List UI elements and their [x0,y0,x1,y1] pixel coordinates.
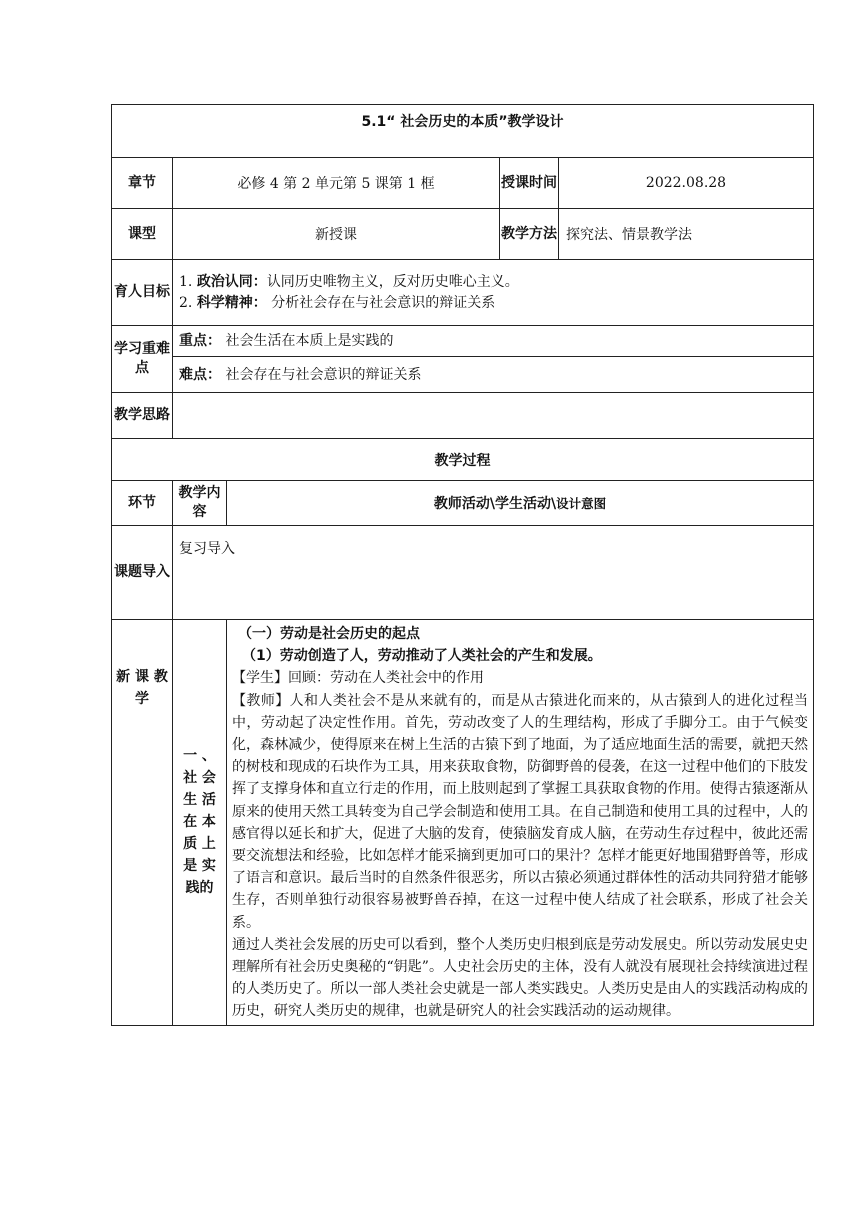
method-label: 教学方法 [500,209,559,260]
lesson-plan-table [111,104,814,1026]
new-lesson-activity [227,620,814,1026]
chapter-value: 必修 4 第 2 单元第 5 课第 1 框 [173,158,500,209]
approach-row [112,393,814,439]
goals-row [112,260,814,326]
approach-value [173,393,814,439]
student-activity: 【学生】回顾：劳动在人类社会中的作用 [232,670,484,687]
section-heading: （一）劳动是社会历史的起点 [238,626,420,642]
document-title: 5.1“ 社会历史的本质”教学设计 [112,105,814,158]
approach-label: 教学思路 [112,393,173,439]
type-row [112,209,814,260]
activity-header: 教师活动\学生活动\设计意图 [227,481,814,526]
new-lesson-stage: 新 课 教 学 [112,620,173,1026]
process-title-row [112,439,814,481]
date-label: 授课时间 [500,158,559,209]
chapter-row [112,158,814,209]
intro-row [112,526,814,620]
subsection-heading: （1）劳动创造了人，劳动推动了人类社会的产生和发展。 [242,648,602,665]
goal-item: 2. 科学精神： 分析社会存在与社会意识的辩证关系 [179,294,496,311]
new-lesson-content: 一 、 社 会 生 活 在 本 质 上 是 实 践的 [173,620,227,1026]
type-value: 新授课 [173,209,500,260]
goals-label: 育人目标 [112,260,173,326]
type-label: 课型 [112,209,173,260]
new-lesson-row [112,620,814,1026]
hard-point-row [112,357,814,393]
date-value: 2022.08.28 [559,158,814,209]
teacher-activity: 【教师】人和人类社会不是从来就有的，而是从古猿进化而来的，从古猿到人的进化过程当中，劳动起了决定性作用。首先，劳动改变了人的生理结构，形成了手脚分工。由于气候变化，森林减少，使得原来在树上生活的古猿下到了地面，为了适应地面生活的需要，就把天然的树枝和现成的石块作为工具，用来获取食物，防御野兽的侵袭，在这一过程中他们的下肢发挥了支撑身体和直立行走的作用，而上肢则起到了掌握工具获取食物的作用。使得古猿逐渐从原来的使用天然工具转变为自己学会制造和使用工具。在自己制造和使用工具的过程中，人的感官得以延长和扩大，促进了大脑的发育，使猿脑发育成人脑，在劳动生存过程中，彼此还需要交流想法和经验，比如怎样才能采摘到更加可口的果汁？怎样才能更好地围猎野兽等，形成了语言和意识。最后当时的自然条件很恶劣，所以古猿必须通过群体性的活动共同狩猎才能够生存，否则单独行动很容易被野兽吞掉，在这一过程中使人结成了社会联系，形成了社会关系。 [232,692,809,931]
method-value: 探究法、情景教学法 [559,209,814,260]
intro-content: 复习导入 [173,526,814,620]
intro-stage: 课题导入 [112,526,173,620]
summary-paragraph: 通过人类社会发展的历史可以看到，整个人类历史归根到底是劳动发展史。所以劳动发展史史理解所有社会历史奥秘的“钥匙”。人史社会历史的主体，没有人就没有展现社会持续演进过程的人类历史了。所以一部人类社会史就是一部人类实践史。人类历史是由人的实践活动构成的历史，研究人类历史的规律，也就是研究人的社会实践活动的运动规律。 [232,936,809,1020]
process-title: 教学过程 [112,439,814,481]
key-points-label: 学习重难点 [112,326,173,393]
content-header: 教学内容 [173,481,227,526]
title-row [112,105,814,158]
chapter-label: 章节 [112,158,173,209]
stage-header: 环节 [112,481,173,526]
key-point-row [112,326,814,357]
goal-item: 1. 政治认同：认同历史唯物主义，反对历史唯心主义。 [179,273,519,290]
hard-point: 难点： 社会存在与社会意识的辩证关系 [173,357,814,393]
key-point: 重点： 社会生活在本质上是实践的 [173,326,814,357]
goals-content [173,260,814,326]
process-header-row [112,481,814,526]
